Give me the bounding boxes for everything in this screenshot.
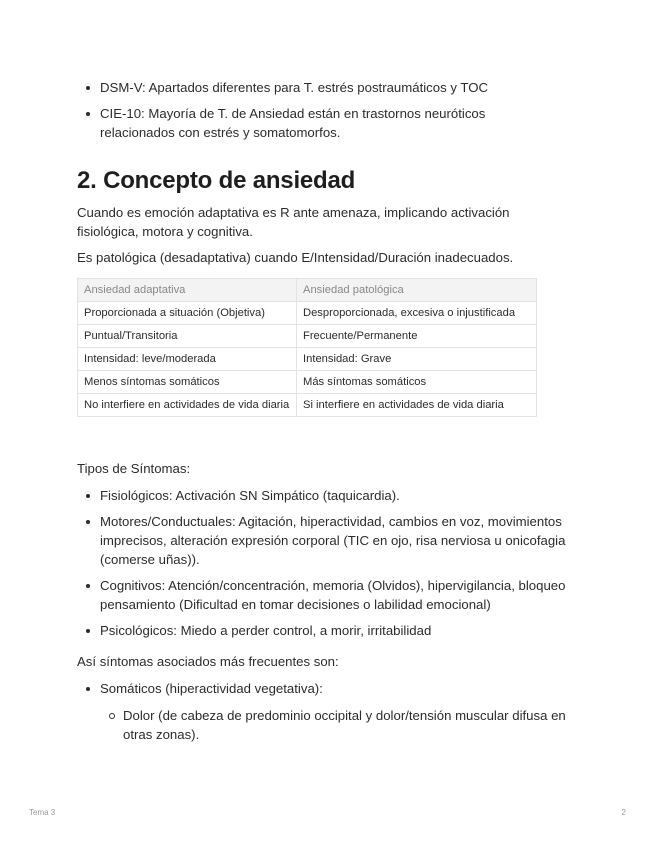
list-item: Motores/Conductuales: Agitación, hiperactividad, cambios en voz, movimientos imprecisos, alteración expresión corporal (TIC en ojo, risa nerviosa u onicofagia (comerse uñas)). <box>100 512 580 569</box>
table-cell: Frecuente/Permanente <box>297 325 537 348</box>
list-item: CIE-10: Mayoría de T. de Ansiedad están en trastornos neuróticos relacionados con estrés y somatomorfos. <box>100 104 560 142</box>
footer-chapter-label: Tema 3 <box>29 808 56 817</box>
table-header-row <box>78 279 537 302</box>
paragraph-adaptive: Cuando es emoción adaptativa es R ante amenaza, implicando activación fisiológica, motora y cognitiva. <box>77 205 510 239</box>
section-title: 2. Concepto de ansiedad <box>77 167 356 194</box>
table-row <box>78 348 537 371</box>
list-item: Psicológicos: Miedo a perder control, a morir, irritabilidad <box>100 621 580 640</box>
table-cell: Puntual/Transitoria <box>78 325 297 348</box>
table-cell: Más síntomas somáticos <box>297 371 537 394</box>
list-item: Dolor (de cabeza de predominio occipital y dolor/tensión muscular difusa en otras zonas). <box>123 706 583 744</box>
paragraph-pathologic: Es patológica (desadaptativa) cuando E/Intensidad/Duración inadecuados. <box>77 250 514 265</box>
table-cell: No interfiere en actividades de vida diaria <box>78 394 297 417</box>
list-item: Somáticos (hiperactividad vegetativa): <box>100 679 580 698</box>
list-item: DSM-V: Apartados diferentes para T. estrés postraumáticos y TOC <box>100 78 560 97</box>
table-cell: Proporcionada a situación (Objetiva) <box>78 302 297 325</box>
table-header-cell: Ansiedad adaptativa <box>78 279 297 302</box>
symptom-types-list <box>77 486 580 640</box>
table-cell: Si interfiere en actividades de vida diaria <box>297 394 537 417</box>
associated-symptoms-sublist <box>100 706 583 744</box>
list-item: Fisiológicos: Activación SN Simpático (taquicardia). <box>100 486 580 505</box>
table-cell: Intensidad: Grave <box>297 348 537 371</box>
associated-symptoms-label: Así síntomas asociados más frecuentes son: <box>77 654 339 669</box>
table-cell: Desproporcionada, excesiva o injustificada <box>297 302 537 325</box>
table-row <box>78 302 537 325</box>
symptom-types-label: Tipos de Síntomas: <box>77 461 191 476</box>
table-row <box>78 394 537 417</box>
table-row <box>78 325 537 348</box>
table-cell: Menos síntomas somáticos <box>78 371 297 394</box>
anxiety-comparison-table <box>77 278 537 417</box>
table-row <box>78 371 537 394</box>
associated-symptoms-list <box>77 679 580 698</box>
list-item: Cognitivos: Atención/concentración, memoria (Olvidos), hipervigilancia, bloqueo pensamiento (Dificultad en tomar decisiones o labilidad emocional) <box>100 576 580 614</box>
table-header-cell: Ansiedad patológica <box>297 279 537 302</box>
footer-page-number: 2 <box>621 808 626 817</box>
table-cell: Intensidad: leve/moderada <box>78 348 297 371</box>
intro-list <box>77 78 560 142</box>
